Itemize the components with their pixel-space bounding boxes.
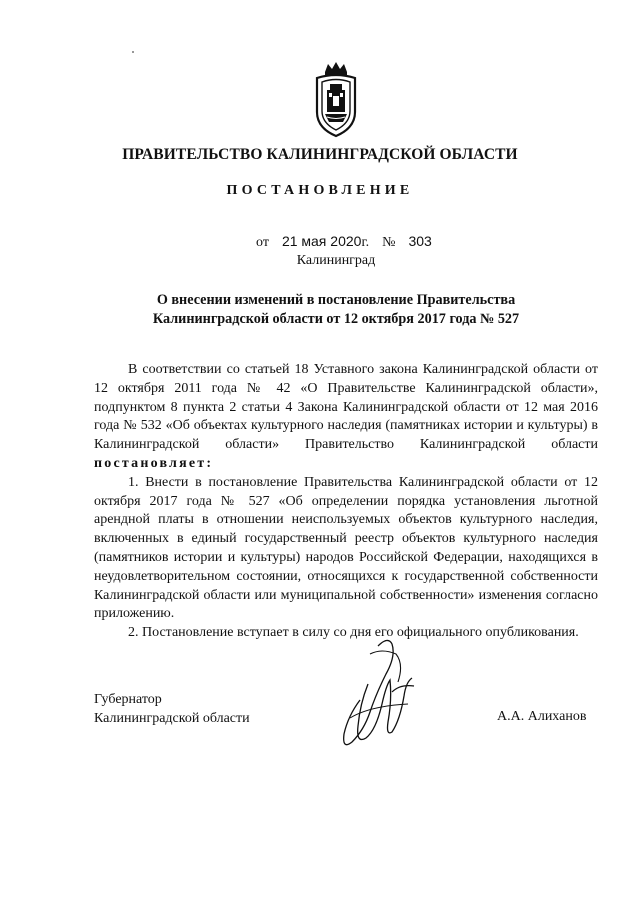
- number-label: №: [382, 235, 396, 250]
- city: Калининград: [296, 253, 376, 268]
- document-subject: [88, 291, 584, 329]
- clause-1: 1. Внести в постановление Правительства Калининградской области от 12 октября 2017 года № 527 «Об определении порядка установления льготной арендной платы в отношении неиспользуемых объектов культурного наследия, включенных в единый государственный реестр объектов культурного наследия (памятников истории и культуры) народов Российской Федерации, находящихся в неудовлетворительном состоянии, относящихся к государственной собственности Калининградской области или муниципальной собственности» изменения согласно приложению.: [94, 474, 598, 622]
- document-number: 303: [408, 233, 432, 249]
- clause-2: 2. Постановление вступает в силу со дня его официального опубликования.: [128, 625, 579, 641]
- signatory-region: Калининградской области: [94, 711, 250, 726]
- document-body: [94, 361, 598, 643]
- subject-line-2: Калининградской области от 12 октября 2017 года № 527: [152, 311, 520, 327]
- handwritten-signature: [330, 634, 440, 754]
- date-suffix: г.: [361, 235, 370, 250]
- scan-speck: [132, 51, 134, 53]
- date-prefix: от: [256, 235, 269, 250]
- date-number-line: [256, 233, 432, 251]
- preamble-paragraph: [94, 361, 598, 474]
- subject-line-1: О внесении изменений в постановление Правительства: [156, 292, 516, 308]
- coat-of-arms-icon: [313, 60, 359, 138]
- preamble-text: В соответствии со статьей 18 Уставного закона Калининградской области от 12 октября 2011 года № 42 «О Правительстве Калининградской области», подпунктом 8 пункта 2 статьи 4 Закона Калининградской области от 12 мая 2016 года № 532 «Об объектах культурного наследия (памятниках истории и культуры) в Калининградской области» Правительство Калининградской области: [94, 362, 598, 453]
- signatory-title: [94, 690, 250, 728]
- document-date: 21 мая 2020: [281, 233, 362, 249]
- document-type: ПОСТАНОВЛЕНИЕ: [226, 183, 414, 198]
- resolves-word: постановляет:: [94, 455, 214, 471]
- signatory-name: А.А. Алиханов: [497, 709, 587, 724]
- government-name: ПРАВИТЕЛЬСТВО КАЛИНИНГРАДСКОЙ ОБЛАСТИ: [122, 146, 518, 163]
- signatory-position: Губернатор: [94, 692, 162, 707]
